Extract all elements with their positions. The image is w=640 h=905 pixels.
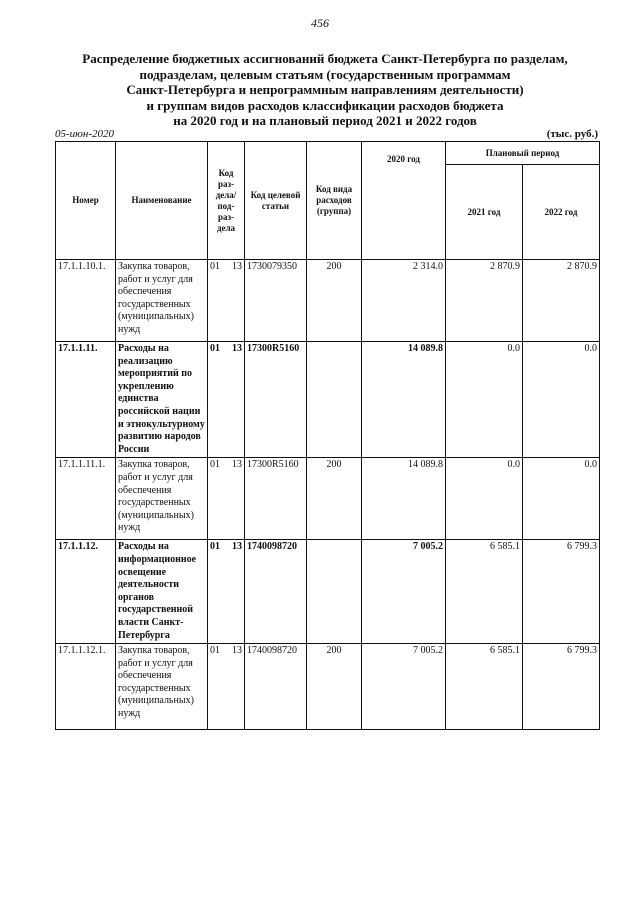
row-amount-2021: 0.0 bbox=[446, 458, 523, 540]
row-number: 17.1.1.11. bbox=[56, 342, 116, 458]
row-razdel bbox=[208, 644, 245, 730]
row-amount-2020: 7 005.2 bbox=[362, 540, 446, 644]
row-amount-2021: 6 585.1 bbox=[446, 540, 523, 644]
row-vid-code: 200 bbox=[307, 644, 362, 730]
table-row bbox=[56, 342, 600, 458]
row-amount-2021: 0.0 bbox=[446, 342, 523, 458]
header-2020: 2020 год bbox=[362, 142, 446, 260]
document-title bbox=[40, 51, 610, 129]
row-amount-2021: 2 870.9 bbox=[446, 260, 523, 342]
row-target-code: 17300R5160 bbox=[245, 342, 307, 458]
row-razdel-code: 01 bbox=[210, 459, 220, 471]
row-razdel-code: 01 bbox=[210, 343, 220, 354]
header-target: Код целевой статьи bbox=[245, 142, 307, 260]
row-amount-2020: 2 314.0 bbox=[362, 260, 446, 342]
row-amount-2022: 6 799.3 bbox=[523, 540, 600, 644]
row-razdel-code: 01 bbox=[210, 541, 220, 553]
row-name: Расходы на информационное освещение деятельности органов государственной власти Санкт-Петербурга bbox=[116, 540, 208, 644]
budget-table bbox=[55, 141, 600, 730]
row-amount-2020: 14 089.8 bbox=[362, 342, 446, 458]
row-razdel-code: 01 bbox=[210, 645, 220, 657]
table-body bbox=[56, 260, 600, 730]
row-amount-2021: 6 585.1 bbox=[446, 644, 523, 730]
table-row bbox=[56, 458, 600, 540]
row-number: 17.1.1.12.1. bbox=[56, 644, 116, 730]
row-podrazdel-code: 13 bbox=[232, 645, 242, 657]
title-line: Распределение бюджетных ассигнований бюджета Санкт-Петербурга по разделам, bbox=[82, 51, 568, 66]
header-name: Наименование bbox=[116, 142, 208, 260]
header-2022: 2022 год bbox=[523, 165, 600, 260]
row-podrazdel-code: 13 bbox=[232, 541, 242, 553]
row-razdel bbox=[208, 458, 245, 540]
row-podrazdel-code: 13 bbox=[232, 261, 242, 272]
row-target-code: 17300R5160 bbox=[245, 458, 307, 540]
row-amount-2022: 0.0 bbox=[523, 458, 600, 540]
document-date: 05-июн-2020 bbox=[55, 128, 115, 140]
row-vid-code bbox=[307, 540, 362, 644]
header-2021: 2021 год bbox=[446, 165, 523, 260]
header-vid: Код вида расходов (группа) bbox=[307, 142, 362, 260]
row-amount-2020: 14 089.8 bbox=[362, 458, 446, 540]
title-line: подразделам, целевым статьям (государственным программам bbox=[139, 66, 511, 82]
row-razdel-code: 01 bbox=[210, 261, 220, 272]
row-name: Расходы на реализацию мероприятий по укреплению единства российской нации и этнокультурному развитию народов России bbox=[116, 342, 208, 458]
title-line: на 2020 год и на плановый период 2021 и 2022 годов bbox=[173, 113, 477, 128]
row-podrazdel-code: 13 bbox=[232, 343, 242, 354]
row-target-code: 1740098720 bbox=[245, 540, 307, 644]
row-vid-code: 200 bbox=[307, 260, 362, 342]
title-line: Санкт-Петербурга и непрограммным направлениям деятельности) bbox=[126, 82, 524, 97]
row-razdel bbox=[208, 342, 245, 458]
title-line: и группам видов расходов классификации расходов бюджета bbox=[146, 97, 504, 113]
header-planned-period: Плановый период bbox=[446, 142, 600, 165]
row-podrazdel-code: 13 bbox=[232, 459, 242, 471]
header-razdel: Код раз-дела/ под-раз-дела bbox=[208, 142, 245, 260]
row-name: Закупка товаров, работ и услуг для обеспечения государственных (муниципальных) нужд bbox=[116, 644, 208, 730]
table-row bbox=[56, 260, 600, 342]
row-number: 17.1.1.10.1. bbox=[56, 260, 116, 342]
table-row bbox=[56, 540, 600, 644]
row-target-code: 1740098720 bbox=[245, 644, 307, 730]
row-target-code: 1730079350 bbox=[245, 260, 307, 342]
row-razdel bbox=[208, 260, 245, 342]
row-amount-2020: 7 005.2 bbox=[362, 644, 446, 730]
units-label: (тыс. руб.) bbox=[546, 128, 598, 140]
row-amount-2022: 2 870.9 bbox=[523, 260, 600, 342]
row-name: Закупка товаров, работ и услуг для обеспечения государственных (муниципальных) нужд bbox=[116, 260, 208, 342]
row-number: 17.1.1.12. bbox=[56, 540, 116, 644]
table-row bbox=[56, 644, 600, 730]
row-number: 17.1.1.11.1. bbox=[56, 458, 116, 540]
row-amount-2022: 6 799.3 bbox=[523, 644, 600, 730]
table-header-row bbox=[56, 142, 600, 165]
row-vid-code: 200 bbox=[307, 458, 362, 540]
row-amount-2022: 0.0 bbox=[523, 342, 600, 458]
row-vid-code bbox=[307, 342, 362, 458]
page-number: 456 bbox=[311, 16, 329, 30]
row-name: Закупка товаров, работ и услуг для обеспечения государственных (муниципальных) нужд bbox=[116, 458, 208, 540]
header-number: Номер bbox=[56, 142, 116, 260]
row-razdel bbox=[208, 540, 245, 644]
